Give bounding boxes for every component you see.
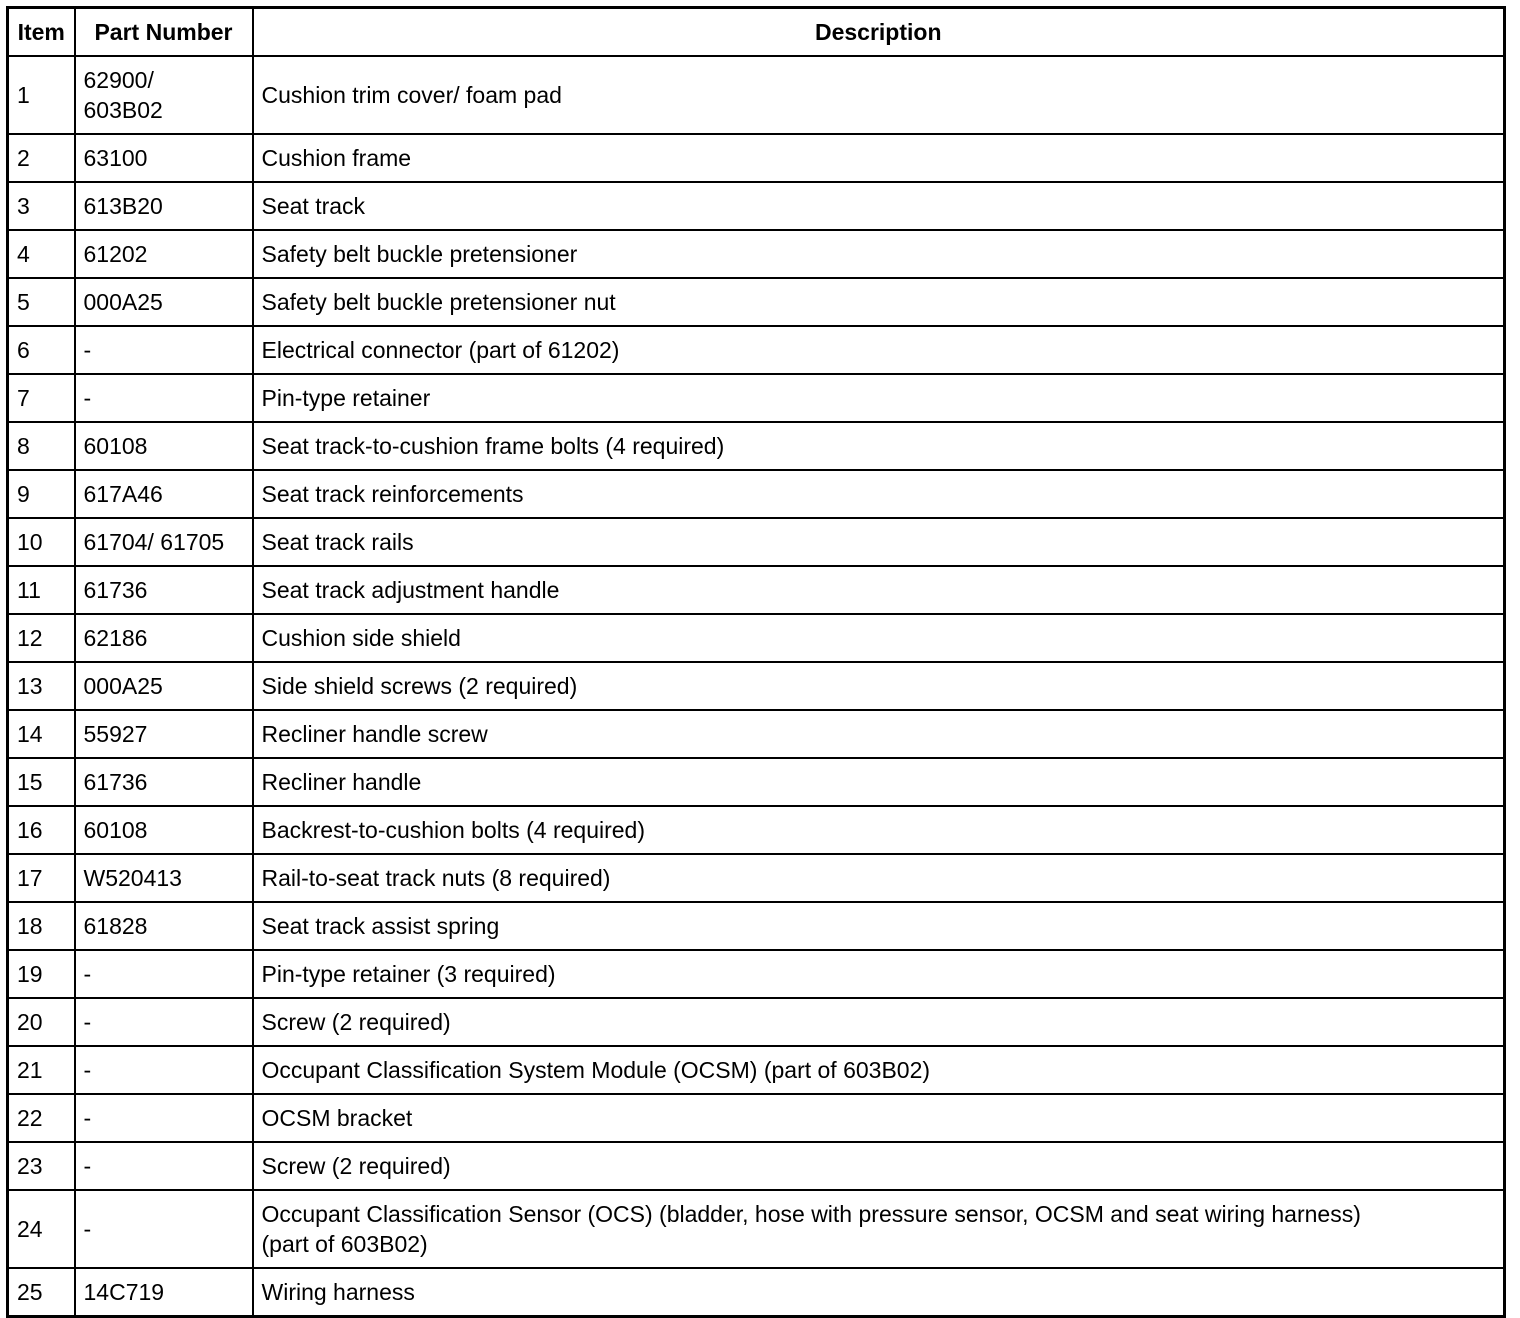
item-cell: 23	[8, 1142, 75, 1190]
table-row	[8, 950, 1505, 998]
part-number-cell: -	[75, 374, 253, 422]
table-row	[8, 998, 1505, 1046]
description-cell: Occupant Classification Sensor (OCS) (bladder, hose with pressure sensor, OCSM and seat wiring harness) (part of 603B02)	[253, 1190, 1505, 1268]
part-number-cell: -	[75, 1094, 253, 1142]
item-cell: 24	[8, 1190, 75, 1268]
description-cell: Seat track-to-cushion frame bolts (4 required)	[253, 422, 1505, 470]
part-number-cell: 62186	[75, 614, 253, 662]
table-row	[8, 1268, 1505, 1317]
part-number-cell: 61828	[75, 902, 253, 950]
part-number-cell: 55927	[75, 710, 253, 758]
part-number-cell: -	[75, 998, 253, 1046]
part-number-cell: 60108	[75, 806, 253, 854]
part-number-cell: -	[75, 1142, 253, 1190]
table-row	[8, 902, 1505, 950]
item-cell: 1	[8, 56, 75, 134]
table-row	[8, 134, 1505, 182]
part-number-cell: -	[75, 326, 253, 374]
description-cell: Electrical connector (part of 61202)	[253, 326, 1505, 374]
item-cell: 22	[8, 1094, 75, 1142]
table-body	[8, 56, 1505, 1317]
item-cell: 13	[8, 662, 75, 710]
item-cell: 18	[8, 902, 75, 950]
description-cell: Safety belt buckle pretensioner nut	[253, 278, 1505, 326]
part-number-cell: -	[75, 1190, 253, 1268]
description-cell: Seat track adjustment handle	[253, 566, 1505, 614]
table-row	[8, 1190, 1505, 1268]
item-cell: 20	[8, 998, 75, 1046]
item-cell: 2	[8, 134, 75, 182]
item-cell: 9	[8, 470, 75, 518]
item-cell: 4	[8, 230, 75, 278]
description-cell: Seat track reinforcements	[253, 470, 1505, 518]
part-number-cell: 60108	[75, 422, 253, 470]
table-row	[8, 1142, 1505, 1190]
item-cell: 16	[8, 806, 75, 854]
description-cell: Wiring harness	[253, 1268, 1505, 1317]
table-row	[8, 326, 1505, 374]
part-number-cell: 62900/ 603B02	[75, 56, 253, 134]
part-number-cell: 000A25	[75, 278, 253, 326]
description-cell: Backrest-to-cushion bolts (4 required)	[253, 806, 1505, 854]
table-row	[8, 278, 1505, 326]
table-row	[8, 56, 1505, 134]
item-cell: 10	[8, 518, 75, 566]
description-cell: OCSM bracket	[253, 1094, 1505, 1142]
description-cell: Occupant Classification System Module (OCSM) (part of 603B02)	[253, 1046, 1505, 1094]
description-cell: Seat track assist spring	[253, 902, 1505, 950]
item-cell: 12	[8, 614, 75, 662]
table-row	[8, 806, 1505, 854]
table-row	[8, 662, 1505, 710]
table-row	[8, 710, 1505, 758]
description-cell: Pin-type retainer	[253, 374, 1505, 422]
table-row	[8, 518, 1505, 566]
header-description: Description	[253, 8, 1505, 57]
description-cell: Cushion side shield	[253, 614, 1505, 662]
part-number-cell: 63100	[75, 134, 253, 182]
part-number-cell: 61736	[75, 566, 253, 614]
part-number-cell: W520413	[75, 854, 253, 902]
description-cell: Screw (2 required)	[253, 1142, 1505, 1190]
table-row	[8, 614, 1505, 662]
table-row	[8, 422, 1505, 470]
header-row	[8, 8, 1505, 57]
description-cell: Seat track rails	[253, 518, 1505, 566]
item-cell: 11	[8, 566, 75, 614]
description-cell: Side shield screws (2 required)	[253, 662, 1505, 710]
part-number-cell: 617A46	[75, 470, 253, 518]
table-row	[8, 758, 1505, 806]
item-cell: 17	[8, 854, 75, 902]
table-row	[8, 182, 1505, 230]
item-cell: 7	[8, 374, 75, 422]
item-cell: 6	[8, 326, 75, 374]
table-row	[8, 566, 1505, 614]
part-number-cell: 000A25	[75, 662, 253, 710]
header-item: Item	[8, 8, 75, 57]
part-number-cell: 61202	[75, 230, 253, 278]
item-cell: 25	[8, 1268, 75, 1317]
item-cell: 5	[8, 278, 75, 326]
header-part-number: Part Number	[75, 8, 253, 57]
item-cell: 19	[8, 950, 75, 998]
description-cell: Recliner handle	[253, 758, 1505, 806]
part-number-cell: 14C719	[75, 1268, 253, 1317]
part-number-cell: -	[75, 1046, 253, 1094]
description-cell: Recliner handle screw	[253, 710, 1505, 758]
table-row	[8, 470, 1505, 518]
item-cell: 8	[8, 422, 75, 470]
part-number-cell: 613B20	[75, 182, 253, 230]
description-cell: Pin-type retainer (3 required)	[253, 950, 1505, 998]
parts-table	[6, 6, 1506, 1318]
description-cell: Cushion frame	[253, 134, 1505, 182]
item-cell: 21	[8, 1046, 75, 1094]
item-cell: 3	[8, 182, 75, 230]
table-row	[8, 374, 1505, 422]
description-cell: Cushion trim cover/ foam pad	[253, 56, 1505, 134]
description-cell: Rail-to-seat track nuts (8 required)	[253, 854, 1505, 902]
table-row	[8, 1046, 1505, 1094]
table-row	[8, 1094, 1505, 1142]
table-row	[8, 854, 1505, 902]
part-number-cell: 61736	[75, 758, 253, 806]
item-cell: 15	[8, 758, 75, 806]
description-cell: Seat track	[253, 182, 1505, 230]
part-number-cell: 61704/ 61705	[75, 518, 253, 566]
table-row	[8, 230, 1505, 278]
description-cell: Screw (2 required)	[253, 998, 1505, 1046]
item-cell: 14	[8, 710, 75, 758]
table-header	[8, 8, 1505, 57]
description-cell: Safety belt buckle pretensioner	[253, 230, 1505, 278]
part-number-cell: -	[75, 950, 253, 998]
